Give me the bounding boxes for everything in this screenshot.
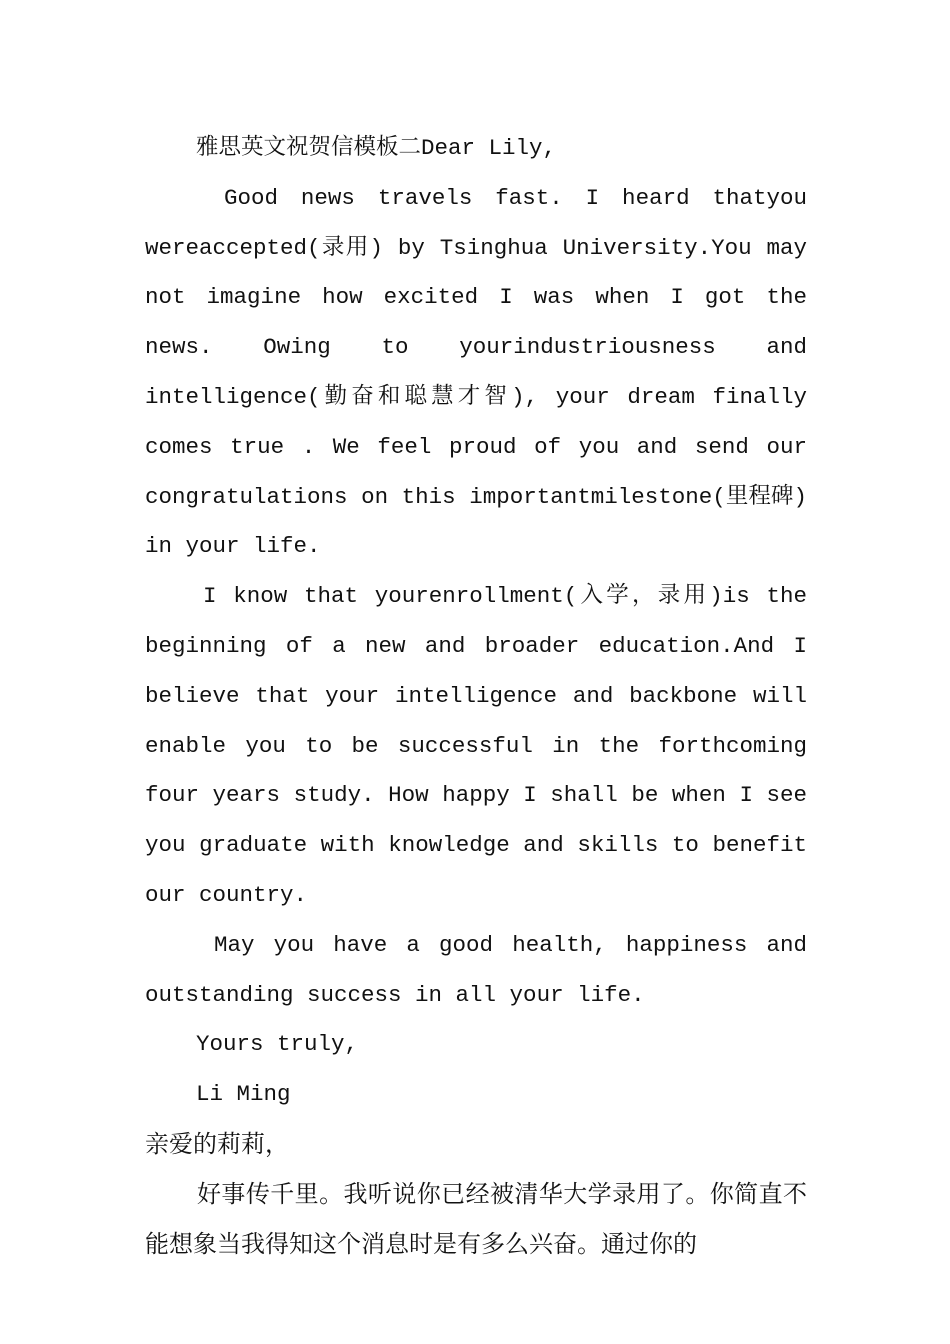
chinese-greeting: 亲爱的莉莉， bbox=[145, 1129, 289, 1158]
letter-paragraph-2: I know that yourenrollment(入学，录用)is the beginning of a new and broader education.And I believe that your intelligence and backbone will enable you to be successful in the forthcoming four years study. How happy I shall be when I see you graduate with knowledge and skills to benefit our country. bbox=[145, 583, 807, 908]
chinese-paragraph-1: 好事传千里。我听说你已经被清华大学录用了。你简直不能想象当我得知这个消息时是有多么兴奋。通过你的 bbox=[145, 1179, 807, 1258]
letter-closing: Yours truly, bbox=[196, 1031, 359, 1058]
letter-paragraph-3: May you have a good health, happiness and outstanding success in all your life. bbox=[145, 931, 807, 1008]
letter-title-line: 雅思英文祝贺信模板二Dear Lily, bbox=[196, 135, 557, 161]
letter-paragraph-1: Good news travels fast. I heard thatyou wereaccepted(录用) by Tsinghua University.You may not imagine how excited I was when I got the news. Owing to yourindustriousness and intelligence(勤奋和聪慧才智), your dream finally comes true . We feel proud of you and send our congratulations on this importantmilestone(里程碑) in your life. bbox=[145, 184, 807, 560]
document-body bbox=[145, 124, 807, 1269]
letter-signature: Li Ming bbox=[196, 1081, 291, 1108]
